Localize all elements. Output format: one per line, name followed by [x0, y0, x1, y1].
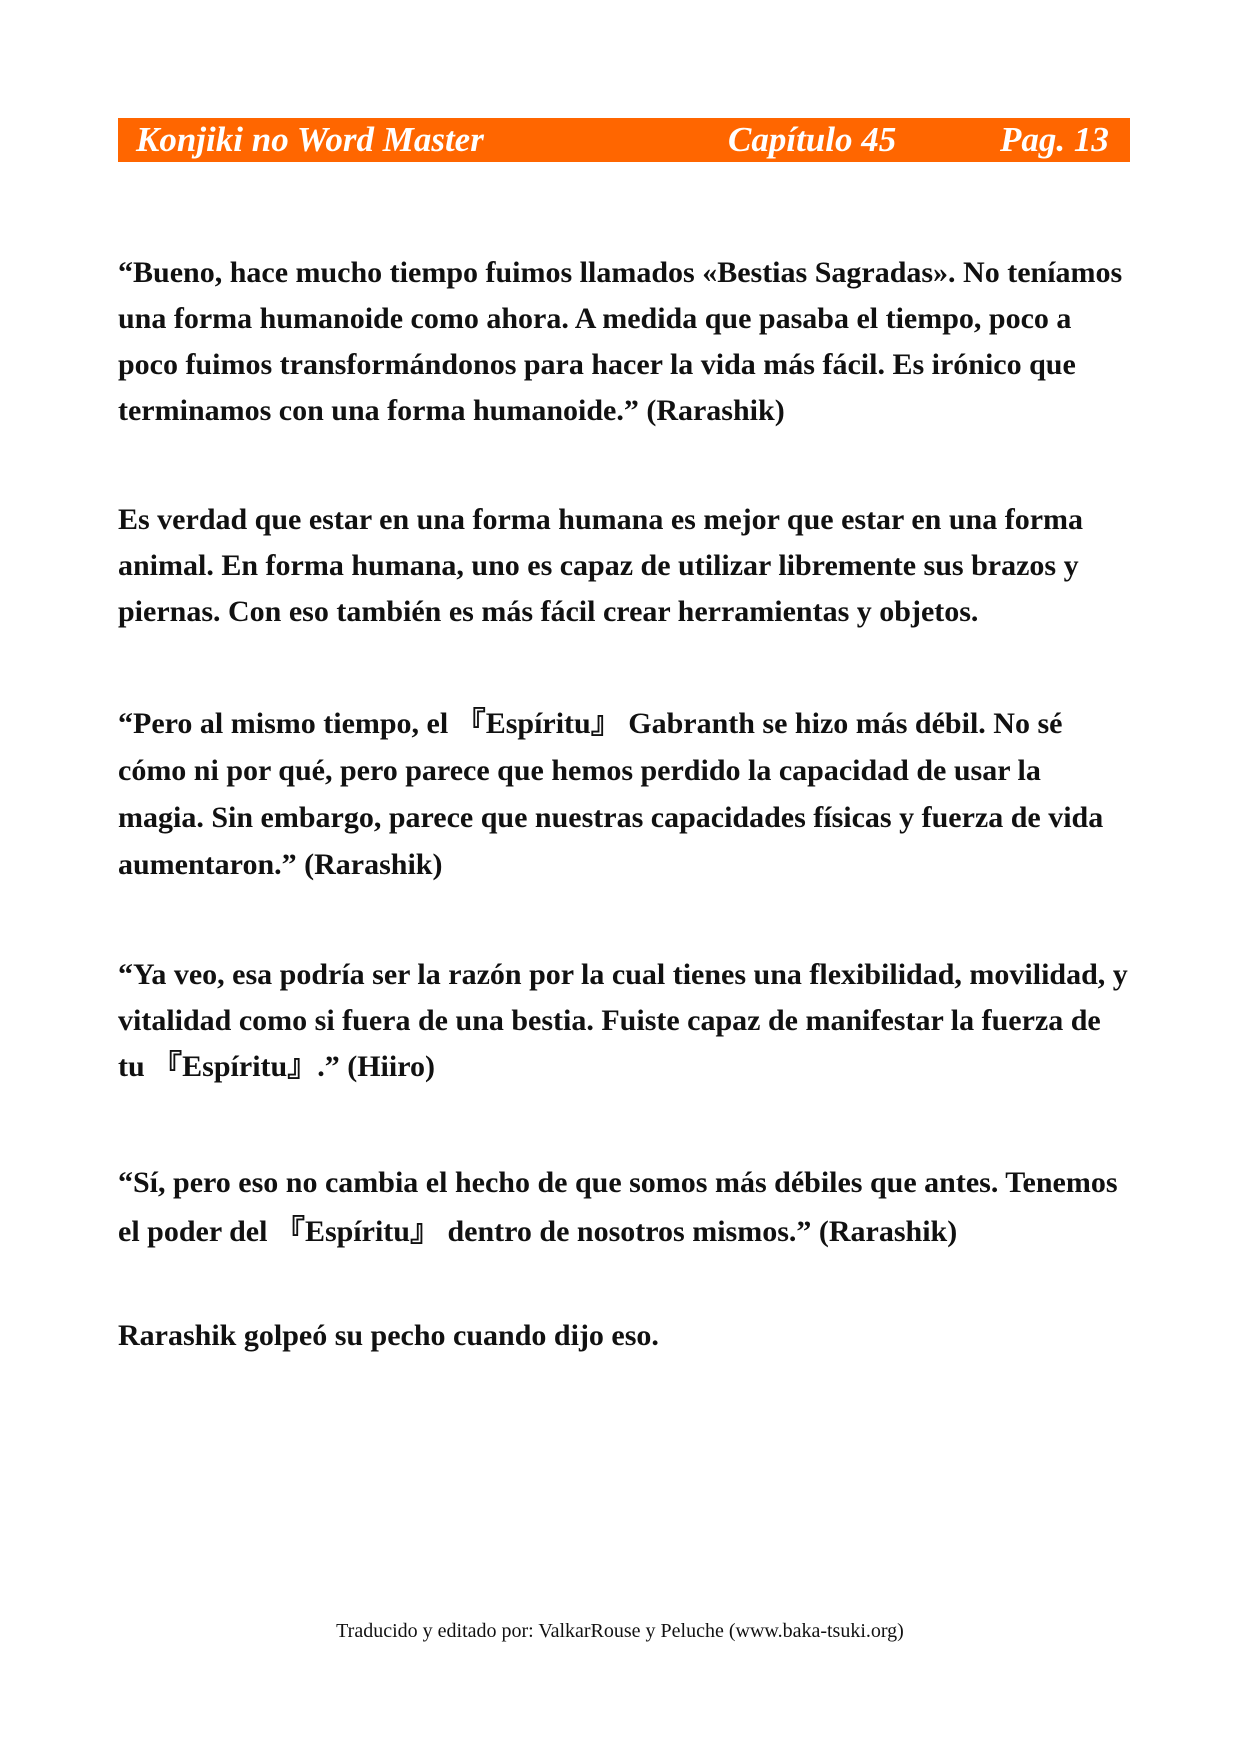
page-number: Pag. 13	[1000, 120, 1109, 159]
paragraph-2: Es verdad que estar en una forma humana es mejor que estar en una forma animal. En forma humana, uno es capaz de utilizar libremente sus brazos y piernas. Con eso también es más fácil crear herramientas y objetos.	[118, 503, 1083, 628]
page-body	[118, 250, 1130, 1359]
novel-title: Konjiki no Word Master	[136, 120, 484, 159]
paragraph-1: “Bueno, hace mucho tiempo fuimos llamados «Bestias Sagradas». No teníamos una forma humanoide como ahora. A medida que pasaba el tiempo, poco a poco fuimos transformándonos para hacer la vida más fácil. Es irónico que terminamos con una forma humanoide.” (Rarashik)	[118, 256, 1123, 427]
translator-credit: Traducido y editado por: ValkarRouse y Peluche (www.baka-tsuki.org)	[336, 1620, 904, 1642]
chapter-label: Capítulo 45	[728, 120, 897, 159]
paragraph-3: “Pero al mismo tiempo, el 『Espíritu』 Gabranth se hizo más débil. No sé cómo ni por qué, pero parece que hemos perdido la capacidad de usar la magia. Sin embargo, parece que nuestras capacidades físicas y fuerza de vida aumentaron.” (Rarashik)	[118, 707, 1104, 881]
paragraph-6: Rarashik golpeó su pecho cuando dijo eso.	[118, 1319, 659, 1352]
page-header	[118, 118, 1130, 162]
paragraph-5: “Sí, pero eso no cambia el hecho de que somos más débiles que antes. Tenemos el poder del 『Espíritu』 dentro de nosotros mismos.” (Rarashik)	[118, 1166, 1118, 1248]
paragraph-4: “Ya veo, esa podría ser la razón por la cual tienes una flexibilidad, movilidad, y vitalidad como si fuera de una bestia. Fuiste capaz de manifestar la fuerza de tu 『Espíritu』.” (Hiiro)	[118, 958, 1128, 1083]
